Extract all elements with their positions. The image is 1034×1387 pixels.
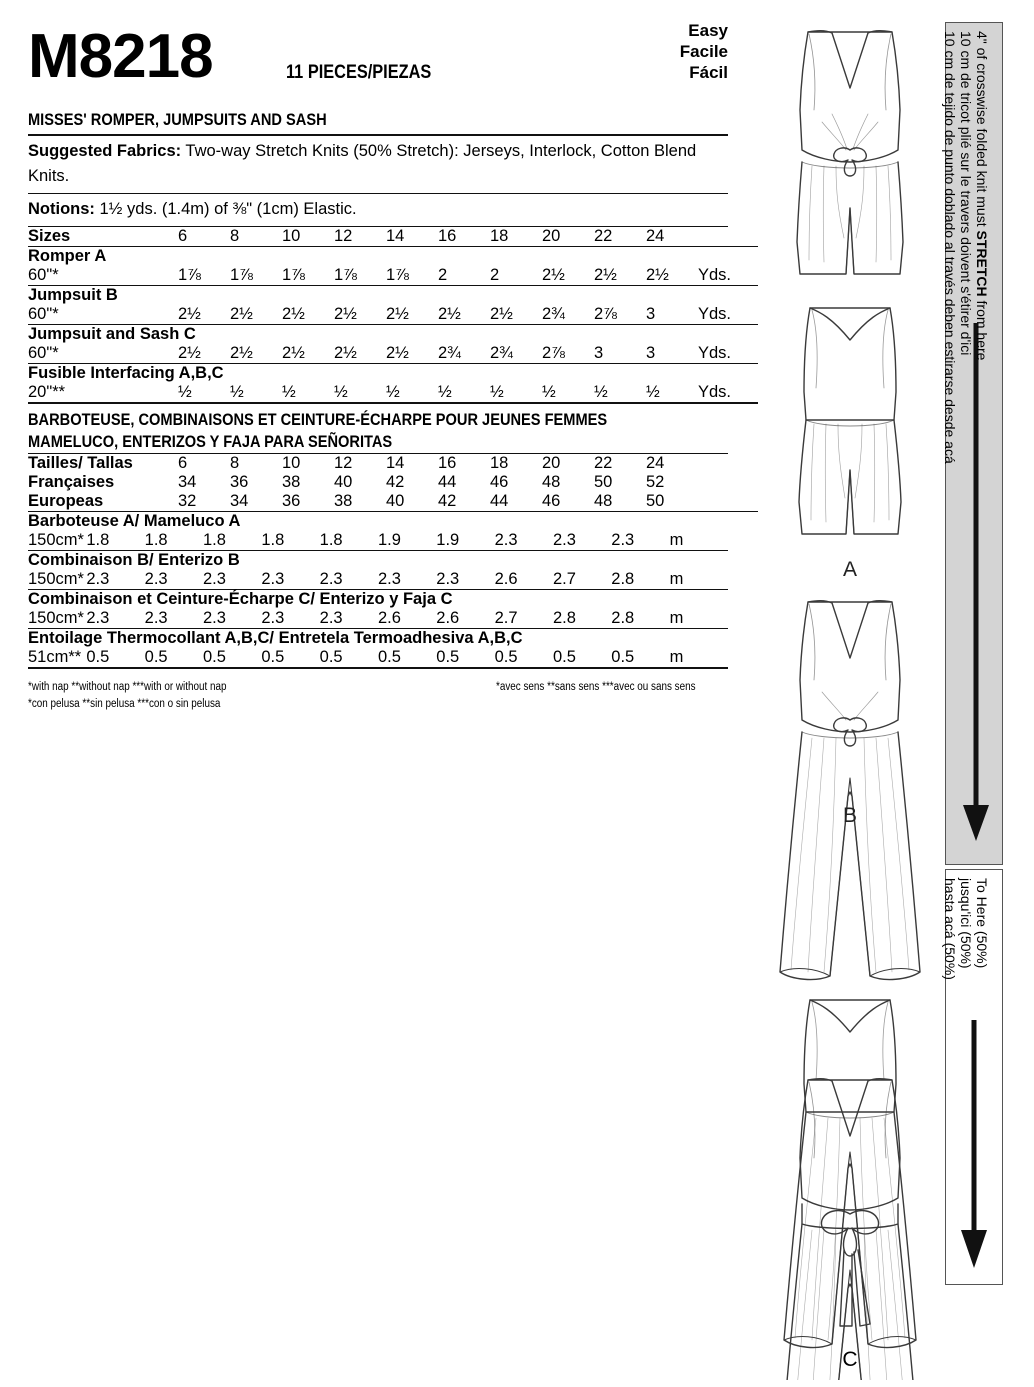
unit-cell: Yds. xyxy=(698,344,732,362)
meterage-cell: 1.9 xyxy=(377,531,401,549)
meterage-cell: 0.5 xyxy=(494,648,518,666)
yardage-cell: 1⅞ xyxy=(386,266,409,284)
size-cell: 34 xyxy=(230,492,249,510)
yardage-cell: ½ xyxy=(334,383,348,401)
fabric-width-label: 150cm* xyxy=(28,570,84,588)
fabric-group-title: Barboteuse A/ Mameluco A xyxy=(28,512,241,530)
intl-heading xyxy=(28,404,728,453)
size-cell: 50 xyxy=(594,473,613,491)
meterage-cell: 2.6 xyxy=(494,570,518,588)
size-cell: 8 xyxy=(230,454,240,472)
yardage-cell: 2¾ xyxy=(542,305,565,323)
meterage-cell: 0.5 xyxy=(202,648,226,666)
size-cell: 10 xyxy=(282,454,301,472)
difficulty-rating xyxy=(680,20,728,83)
fabric-values-row xyxy=(28,570,728,590)
meterage-cell: 2.3 xyxy=(86,570,110,588)
fabric-group-title-row xyxy=(28,629,728,649)
metric-yardage-table xyxy=(28,512,728,669)
fabric-group-title-row xyxy=(28,551,728,571)
size-cell: 44 xyxy=(490,492,509,510)
meterage-cell: 2.3 xyxy=(319,609,343,627)
to-here-text-english: To Here (50%) xyxy=(974,878,990,969)
fabric-group-title-row xyxy=(28,247,758,267)
meterage-cell: 2.3 xyxy=(552,531,576,549)
size-cell: 32 xyxy=(178,492,197,510)
gauge-text-spanish: 10 cm de tejido de punto doblado al través deben estirarse desde acá xyxy=(942,31,958,464)
size-cell: 52 xyxy=(646,473,665,491)
meterage-cell: 2.3 xyxy=(319,570,343,588)
yardage-cell: 2½ xyxy=(282,344,305,362)
size-conversion-row xyxy=(28,454,758,473)
size-cell: 18 xyxy=(490,454,509,472)
yardage-cell: ½ xyxy=(178,383,192,401)
yardage-cell: 2½ xyxy=(334,344,357,362)
meterage-cell: 2.6 xyxy=(436,609,460,627)
yardage-cell: 1⅞ xyxy=(334,266,357,284)
size-cell: 44 xyxy=(438,473,457,491)
intl-heading-spanish: MAMELUCO, ENTERIZOS Y FAJA PARA SEÑORITAS xyxy=(28,432,393,451)
fabric-values-row xyxy=(28,266,758,286)
size-cell: 46 xyxy=(490,473,509,491)
sizes-label: Sizes xyxy=(28,227,71,245)
garment-title: MISSES' ROMPER, JUMPSUITS AND SASH xyxy=(28,110,327,129)
footnote-nap-french: *avec sens **sans sens ***avec ou sans sens xyxy=(495,681,696,693)
fabric-group-title: Combinaison B/ Enterizo B xyxy=(28,551,240,569)
yardage-cell: 2½ xyxy=(646,266,669,284)
unit-cell: m xyxy=(669,531,684,549)
fabric-group-title: Entoilage Thermocollant A,B,C/ Entretela Termoadhesiva A,B,C xyxy=(28,629,523,647)
size-cell: 38 xyxy=(282,473,301,491)
yardage-cell: 2⅞ xyxy=(542,344,565,362)
yardage-cell: 2½ xyxy=(594,266,617,284)
garment-illustrations xyxy=(760,10,940,1380)
meterage-cell: 2.3 xyxy=(611,531,635,549)
yardage-cell: 1⅞ xyxy=(178,266,201,284)
yardage-cell: ½ xyxy=(386,383,400,401)
yardage-cell: 3 xyxy=(646,344,656,362)
difficulty-spanish: Fácil xyxy=(689,63,728,82)
pattern-info-column xyxy=(28,14,732,710)
unit-cell: m xyxy=(669,648,684,666)
footnote-nap-spanish: *con pelusa **sin pelusa ***con o sin pelusa xyxy=(28,698,221,710)
fabric-group-title-row xyxy=(28,364,758,384)
fabric-width-label: 51cm** xyxy=(28,648,82,666)
pattern-number: M8218 xyxy=(28,22,213,91)
suggested-fabrics-label: Suggested Fabrics: xyxy=(28,142,182,160)
meterage-cell: 0.5 xyxy=(319,648,343,666)
size-cell: 16 xyxy=(438,454,457,472)
fabric-values-row xyxy=(28,344,758,364)
meterage-cell: 2.3 xyxy=(144,609,168,627)
size-cell: 6 xyxy=(178,454,188,472)
yardage-cell: ½ xyxy=(282,383,296,401)
yardage-cell: 3 xyxy=(646,305,656,323)
fabric-group-title-row xyxy=(28,286,758,306)
unit-cell xyxy=(698,492,758,512)
meterage-cell: 2.3 xyxy=(261,609,285,627)
size-cell: 42 xyxy=(386,473,405,491)
size-cell: 34 xyxy=(178,473,197,491)
yardage-cell: 2½ xyxy=(438,305,461,323)
fabric-values-row xyxy=(28,531,728,551)
yardage-cell: 2 xyxy=(438,266,448,284)
view-a-back-illustration xyxy=(799,308,901,534)
meterage-cell: 1.8 xyxy=(319,531,343,549)
meterage-cell: 0.5 xyxy=(86,648,110,666)
size-cell: 12 xyxy=(334,454,353,472)
size-cell: 18 xyxy=(490,227,509,245)
unit-cell: Yds. xyxy=(698,383,732,401)
meterage-cell: 1.9 xyxy=(436,531,460,549)
yardage-cell: 2¾ xyxy=(490,344,513,362)
size-cell: 14 xyxy=(386,454,405,472)
size-conversion-row xyxy=(28,473,758,492)
fabric-values-row xyxy=(28,383,758,403)
envelope-header xyxy=(28,14,728,106)
yardage-cell: 2½ xyxy=(490,305,513,323)
yardage-cell: 2½ xyxy=(542,266,565,284)
fabric-values-row xyxy=(28,648,728,668)
unit-cell: Yds. xyxy=(698,305,732,323)
unit-cell: Yds. xyxy=(698,266,732,284)
yardage-cell: 2½ xyxy=(334,305,357,323)
size-cell: 16 xyxy=(438,227,457,245)
size-cell: 40 xyxy=(386,492,405,510)
size-cell: 24 xyxy=(646,227,665,245)
yardage-cell: 2½ xyxy=(230,344,253,362)
meterage-cell: 2.3 xyxy=(377,570,401,588)
gauge-text-english: 4" of crosswise folded knit must STRETCH from here xyxy=(974,31,990,361)
meterage-cell: 2.8 xyxy=(552,609,576,627)
view-b-back-illustration xyxy=(784,1000,916,1347)
size-row-label: Europeas xyxy=(28,492,104,510)
notions-label: Notions: xyxy=(28,200,95,218)
fabric-width-label: 150cm* xyxy=(28,531,84,549)
meterage-cell: 0.5 xyxy=(261,648,285,666)
view-c-label: C xyxy=(842,1348,858,1371)
meterage-cell: 0.5 xyxy=(377,648,401,666)
suggested-fabrics-text: Two-way Stretch Knits (50% Stretch): Jerseys, Interlock, Cotton Blend Knits. xyxy=(28,142,697,185)
size-conversion-table xyxy=(28,454,758,512)
footnotes-right xyxy=(496,679,728,696)
stretch-gauge-top xyxy=(942,22,1003,865)
sizes-header-row xyxy=(28,227,758,247)
meterage-cell: 2.3 xyxy=(494,531,518,549)
meterage-cell: 2.3 xyxy=(144,570,168,588)
difficulty-english: Easy xyxy=(688,21,728,40)
size-cell: 20 xyxy=(542,227,561,245)
size-cell: 42 xyxy=(438,492,457,510)
unit-cell xyxy=(698,227,758,247)
yardage-cell: 2½ xyxy=(178,305,201,323)
size-row-label: Tailles/ Tallas xyxy=(28,454,133,472)
footnotes xyxy=(28,675,728,710)
view-b-front-illustration xyxy=(780,601,920,980)
meterage-cell: 0.5 xyxy=(611,648,635,666)
unit-cell: m xyxy=(669,609,684,627)
meterage-cell: 2.7 xyxy=(494,609,518,627)
size-cell: 22 xyxy=(594,227,613,245)
fabric-group-title: Jumpsuit and Sash C xyxy=(28,325,196,343)
meterage-cell: 2.3 xyxy=(436,570,460,588)
size-cell: 40 xyxy=(334,473,353,491)
footnote-nap-english: *with nap **without nap ***with or without nap xyxy=(28,681,227,693)
size-cell: 22 xyxy=(594,454,613,472)
notions-text: 1½ yds. (1.4m) of ⅜" (1cm) Elastic. xyxy=(99,200,357,218)
yardage-cell: ½ xyxy=(646,383,660,401)
size-cell: 38 xyxy=(334,492,353,510)
size-cell: 10 xyxy=(282,227,301,245)
yardage-cell: 2⅞ xyxy=(594,305,617,323)
meterage-cell: 1.8 xyxy=(202,531,226,549)
fabric-group-title: Romper A xyxy=(28,247,107,265)
meterage-cell: 2.6 xyxy=(377,609,401,627)
yardage-cell: 1⅞ xyxy=(230,266,253,284)
to-here-text-spanish: hasta acá (50%) xyxy=(942,878,958,980)
size-row-label: Françaises xyxy=(28,473,115,491)
view-a-label: A xyxy=(842,558,858,581)
fabric-group-title: Fusible Interfacing A,B,C xyxy=(28,364,224,382)
size-cell: 36 xyxy=(282,492,301,510)
unit-cell xyxy=(698,454,758,473)
size-cell: 46 xyxy=(542,492,561,510)
intl-heading-french: BARBOTEUSE, COMBINAISONS ET CEINTURE-ÉCHARPE POUR JEUNES FEMMES xyxy=(28,410,608,429)
fabric-width-label: 150cm* xyxy=(28,609,84,627)
suggested-fabrics xyxy=(28,136,728,193)
yardage-cell: ½ xyxy=(230,383,244,401)
meterage-cell: 2.7 xyxy=(552,570,576,588)
fabric-group-title-row xyxy=(28,325,758,345)
size-cell: 48 xyxy=(542,473,561,491)
size-cell: 8 xyxy=(230,227,240,245)
size-cell: 48 xyxy=(594,492,613,510)
yardage-cell: 3 xyxy=(594,344,604,362)
size-cell: 24 xyxy=(646,454,665,472)
yardage-cell: ½ xyxy=(490,383,504,401)
size-cell: 6 xyxy=(178,227,188,245)
unit-cell xyxy=(698,473,758,492)
meterage-cell: 0.5 xyxy=(436,648,460,666)
view-c-front-illustration xyxy=(780,1079,920,1380)
yardage-cell: ½ xyxy=(594,383,608,401)
fabric-group-title-row xyxy=(28,590,728,610)
size-cell: 20 xyxy=(542,454,561,472)
meterage-cell: 2.3 xyxy=(261,570,285,588)
to-here-text-french: jusqu'ici (50%) xyxy=(958,878,974,969)
meterage-cell: 1.8 xyxy=(86,531,110,549)
stretch-gauge-bottom xyxy=(942,869,1003,1285)
footnotes-left xyxy=(28,679,259,713)
meterage-cell: 0.5 xyxy=(144,648,168,666)
meterage-cell: 1.8 xyxy=(144,531,168,549)
pieces-count: 11 PIECES/PIEZAS xyxy=(286,62,432,83)
meterage-cell: 2.8 xyxy=(611,609,635,627)
size-conversion-row xyxy=(28,492,758,512)
view-b-label: B xyxy=(842,804,858,827)
fabric-values-row xyxy=(28,305,758,325)
size-cell: 14 xyxy=(386,227,405,245)
yardage-cell: 2¾ xyxy=(438,344,461,362)
notions xyxy=(28,194,728,226)
yardage-cell: 2½ xyxy=(386,344,409,362)
fabric-width-label: 60"* xyxy=(28,305,59,323)
size-cell: 36 xyxy=(230,473,249,491)
fabric-width-label: 60"* xyxy=(28,266,59,284)
meterage-cell: 0.5 xyxy=(552,648,576,666)
fabric-width-label: 20"** xyxy=(28,383,66,401)
yardage-cell: 2½ xyxy=(178,344,201,362)
view-a-front-illustration xyxy=(797,31,903,274)
yardage-cell: 2½ xyxy=(230,305,253,323)
yardage-cell: 2½ xyxy=(282,305,305,323)
meterage-cell: 2.8 xyxy=(611,570,635,588)
size-cell: 50 xyxy=(646,492,665,510)
yardage-cell: 1⅞ xyxy=(282,266,305,284)
meterage-cell: 2.3 xyxy=(202,609,226,627)
unit-cell: m xyxy=(669,570,684,588)
imperial-yardage-table xyxy=(28,227,758,404)
yardage-cell: ½ xyxy=(542,383,556,401)
fabric-values-row xyxy=(28,609,728,629)
technical-drawings-svg xyxy=(760,10,940,1380)
meterage-cell: 2.3 xyxy=(202,570,226,588)
yardage-cell: ½ xyxy=(438,383,452,401)
yardage-cell: 2 xyxy=(490,266,500,284)
yardage-cell: 2½ xyxy=(386,305,409,323)
gauge-text-french: 10 cm de tricot plié sur le travers doivent s'étirer d'ici xyxy=(958,31,974,356)
fabric-group-title: Jumpsuit B xyxy=(28,286,118,304)
meterage-cell: 1.8 xyxy=(261,531,285,549)
size-cell: 12 xyxy=(334,227,353,245)
fabric-width-label: 60"* xyxy=(28,344,59,362)
fabric-group-title: Combinaison et Ceinture-Écharpe C/ Enterizo y Faja C xyxy=(28,590,453,608)
difficulty-french: Facile xyxy=(679,42,728,61)
meterage-cell: 2.3 xyxy=(86,609,110,627)
fabric-group-title-row xyxy=(28,512,728,531)
